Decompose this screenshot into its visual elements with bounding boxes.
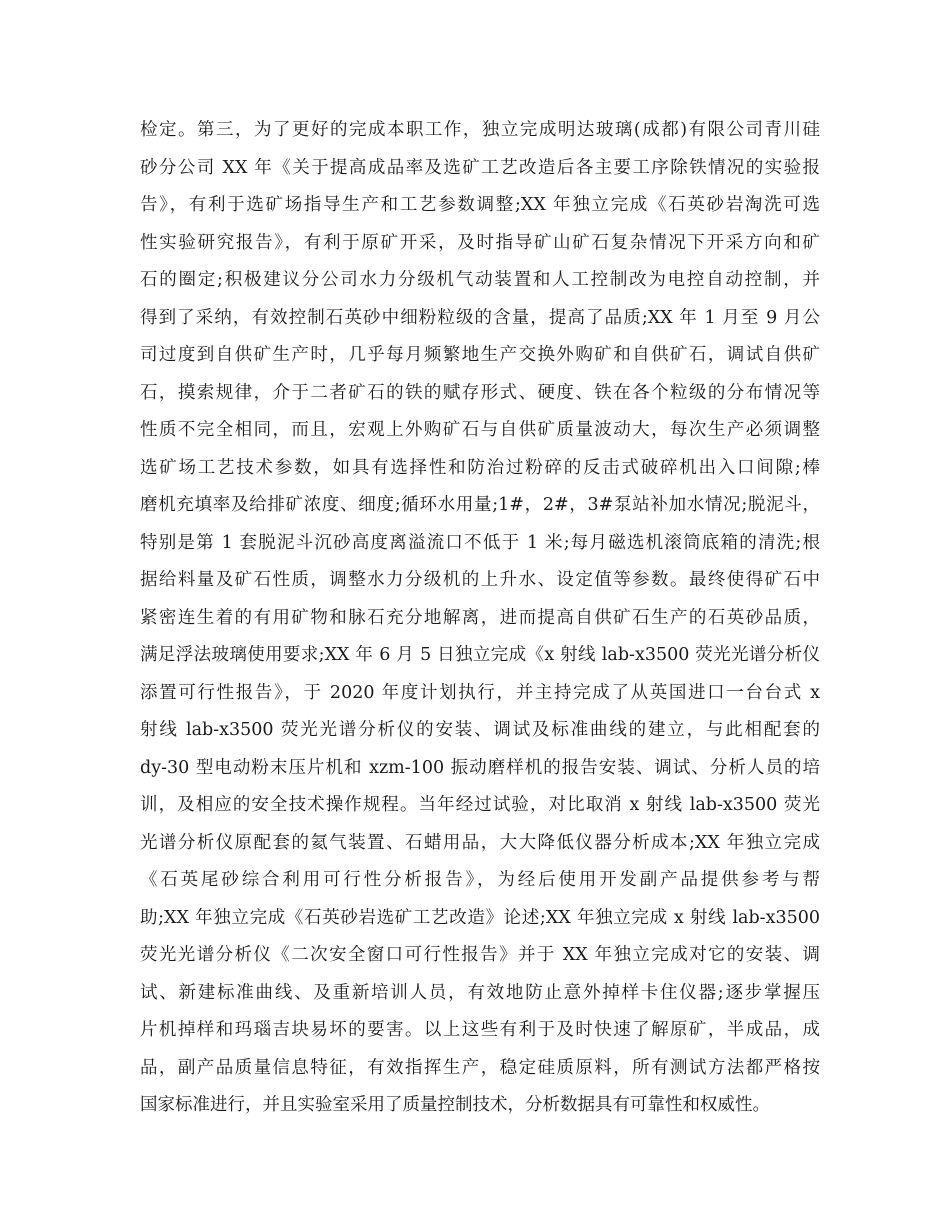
text-line: 射线 lab-x3500 荧光光谱分析仪的安装、调试及标准曲线的建立，与此相配套的 <box>140 720 820 740</box>
text-line: 性质不完全相同，而且，宏观上外购矿石与自供矿质量波动大，每次生产必须调整 <box>140 420 820 440</box>
text-line: 试、新建标准曲线、及重新培训人员，有效地防止意外掉样卡住仪器;逐步掌握压 <box>140 982 820 1003</box>
text-line: 性实验研究报告》，有利于原矿开采，及时指导矿山矿石复杂情况下开采方向和矿 <box>140 232 820 253</box>
text-line: 司过度到自供矿生产时，几乎每月频繁地生产交换外购矿和自供矿石，调试自供矿 <box>140 345 820 365</box>
text-line: 磨机充填率及给排矿浓度、细度;循环水用量;1#，2#，3#泵站补加水情况;脱泥斗， <box>140 495 820 515</box>
text-line: 《石英尾砂综合利用可行性分析报告》，为经后使用开发副产品提供参考与帮 <box>140 870 820 890</box>
text-line: 国家标准进行，并且实验室采用了质量控制技术，分析数据具有可靠性和权威性。 <box>140 1095 770 1115</box>
text-line: 据给料量及矿石性质，调整水力分级机的上升水、设定值等参数。最终使得矿石中 <box>140 570 820 590</box>
text-line: 助;XX 年独立完成《石英砂岩选矿工艺改造》论述;XX 年独立完成 x 射线 lab-x3500 <box>140 907 820 928</box>
text-line: dy-30 型电动粉末压片机和 xzm-100 振动磨样机的报告安装、调试、分析人员的培 <box>140 757 820 778</box>
text-line: 石，摸索规律，介于二者矿石的铁的赋存形式、硬度、铁在各个粒级的分布情况等 <box>140 382 820 403</box>
text-line: 训，及相应的安全技术操作规程。当年经过试验，对比取消 x 射线 lab-x3500 荧光 <box>140 795 820 815</box>
text-line: 紧密连生着的有用矿物和脉石充分地解离，进而提高自供矿石生产的石英砂品质， <box>140 607 820 628</box>
text-line: 品，副产品质量信息特征，有效指挥生产，稳定硅质原料，所有测试方法都严格按 <box>140 1057 820 1078</box>
text-line: 光谱分析仪原配套的氦气装置、石蜡用品，大大降低仪器分析成本;XX 年独立完成 <box>140 832 820 853</box>
body-paragraph <box>140 112 820 1125</box>
text-line: 告》，有利于选矿场指导生产和工艺参数调整;XX 年独立完成《石英砂岩淘洗可选 <box>140 195 820 215</box>
text-line: 选矿场工艺技术参数，如具有选择性和防治过粉碎的反击式破碎机出入口间隙;棒 <box>140 457 820 478</box>
text-line: 片机掉样和玛瑙吉块易坏的要害。以上这些有利于及时快速了解原矿，半成品，成 <box>140 1020 820 1040</box>
text-line: 荧光光谱分析仪《二次安全窗口可行性报告》并于 XX 年独立完成对它的安装、调 <box>140 945 820 965</box>
text-line: 特别是第 1 套脱泥斗沉砂高度离溢流口不低于 1 米;每月磁选机滚筒底箱的清洗;根 <box>140 532 820 553</box>
text-line: 砂分公司 XX 年《关于提高成品率及选矿工艺改造后各主要工序除铁情况的实验报 <box>140 157 820 178</box>
text-line: 石的圈定;积极建议分公司水力分级机气动装置和人工控制改为电控自动控制，并 <box>140 270 820 290</box>
text-line: 得到了采纳，有效控制石英砂中细粉粒级的含量，提高了品质;XX 年 1 月至 9 月公 <box>140 307 820 328</box>
text-line: 添置可行性报告》，于 2020 年度计划执行，并主持完成了从英国进口一台台式 x <box>140 682 820 703</box>
text-line: 满足浮法玻璃使用要求;XX 年 6 月 5 日独立完成《x 射线 lab-x3500 荧光光谱分析仪 <box>140 645 820 665</box>
text-line: 检定。第三，为了更好的完成本职工作，独立完成明达玻璃(成都)有限公司青川硅 <box>140 120 820 140</box>
